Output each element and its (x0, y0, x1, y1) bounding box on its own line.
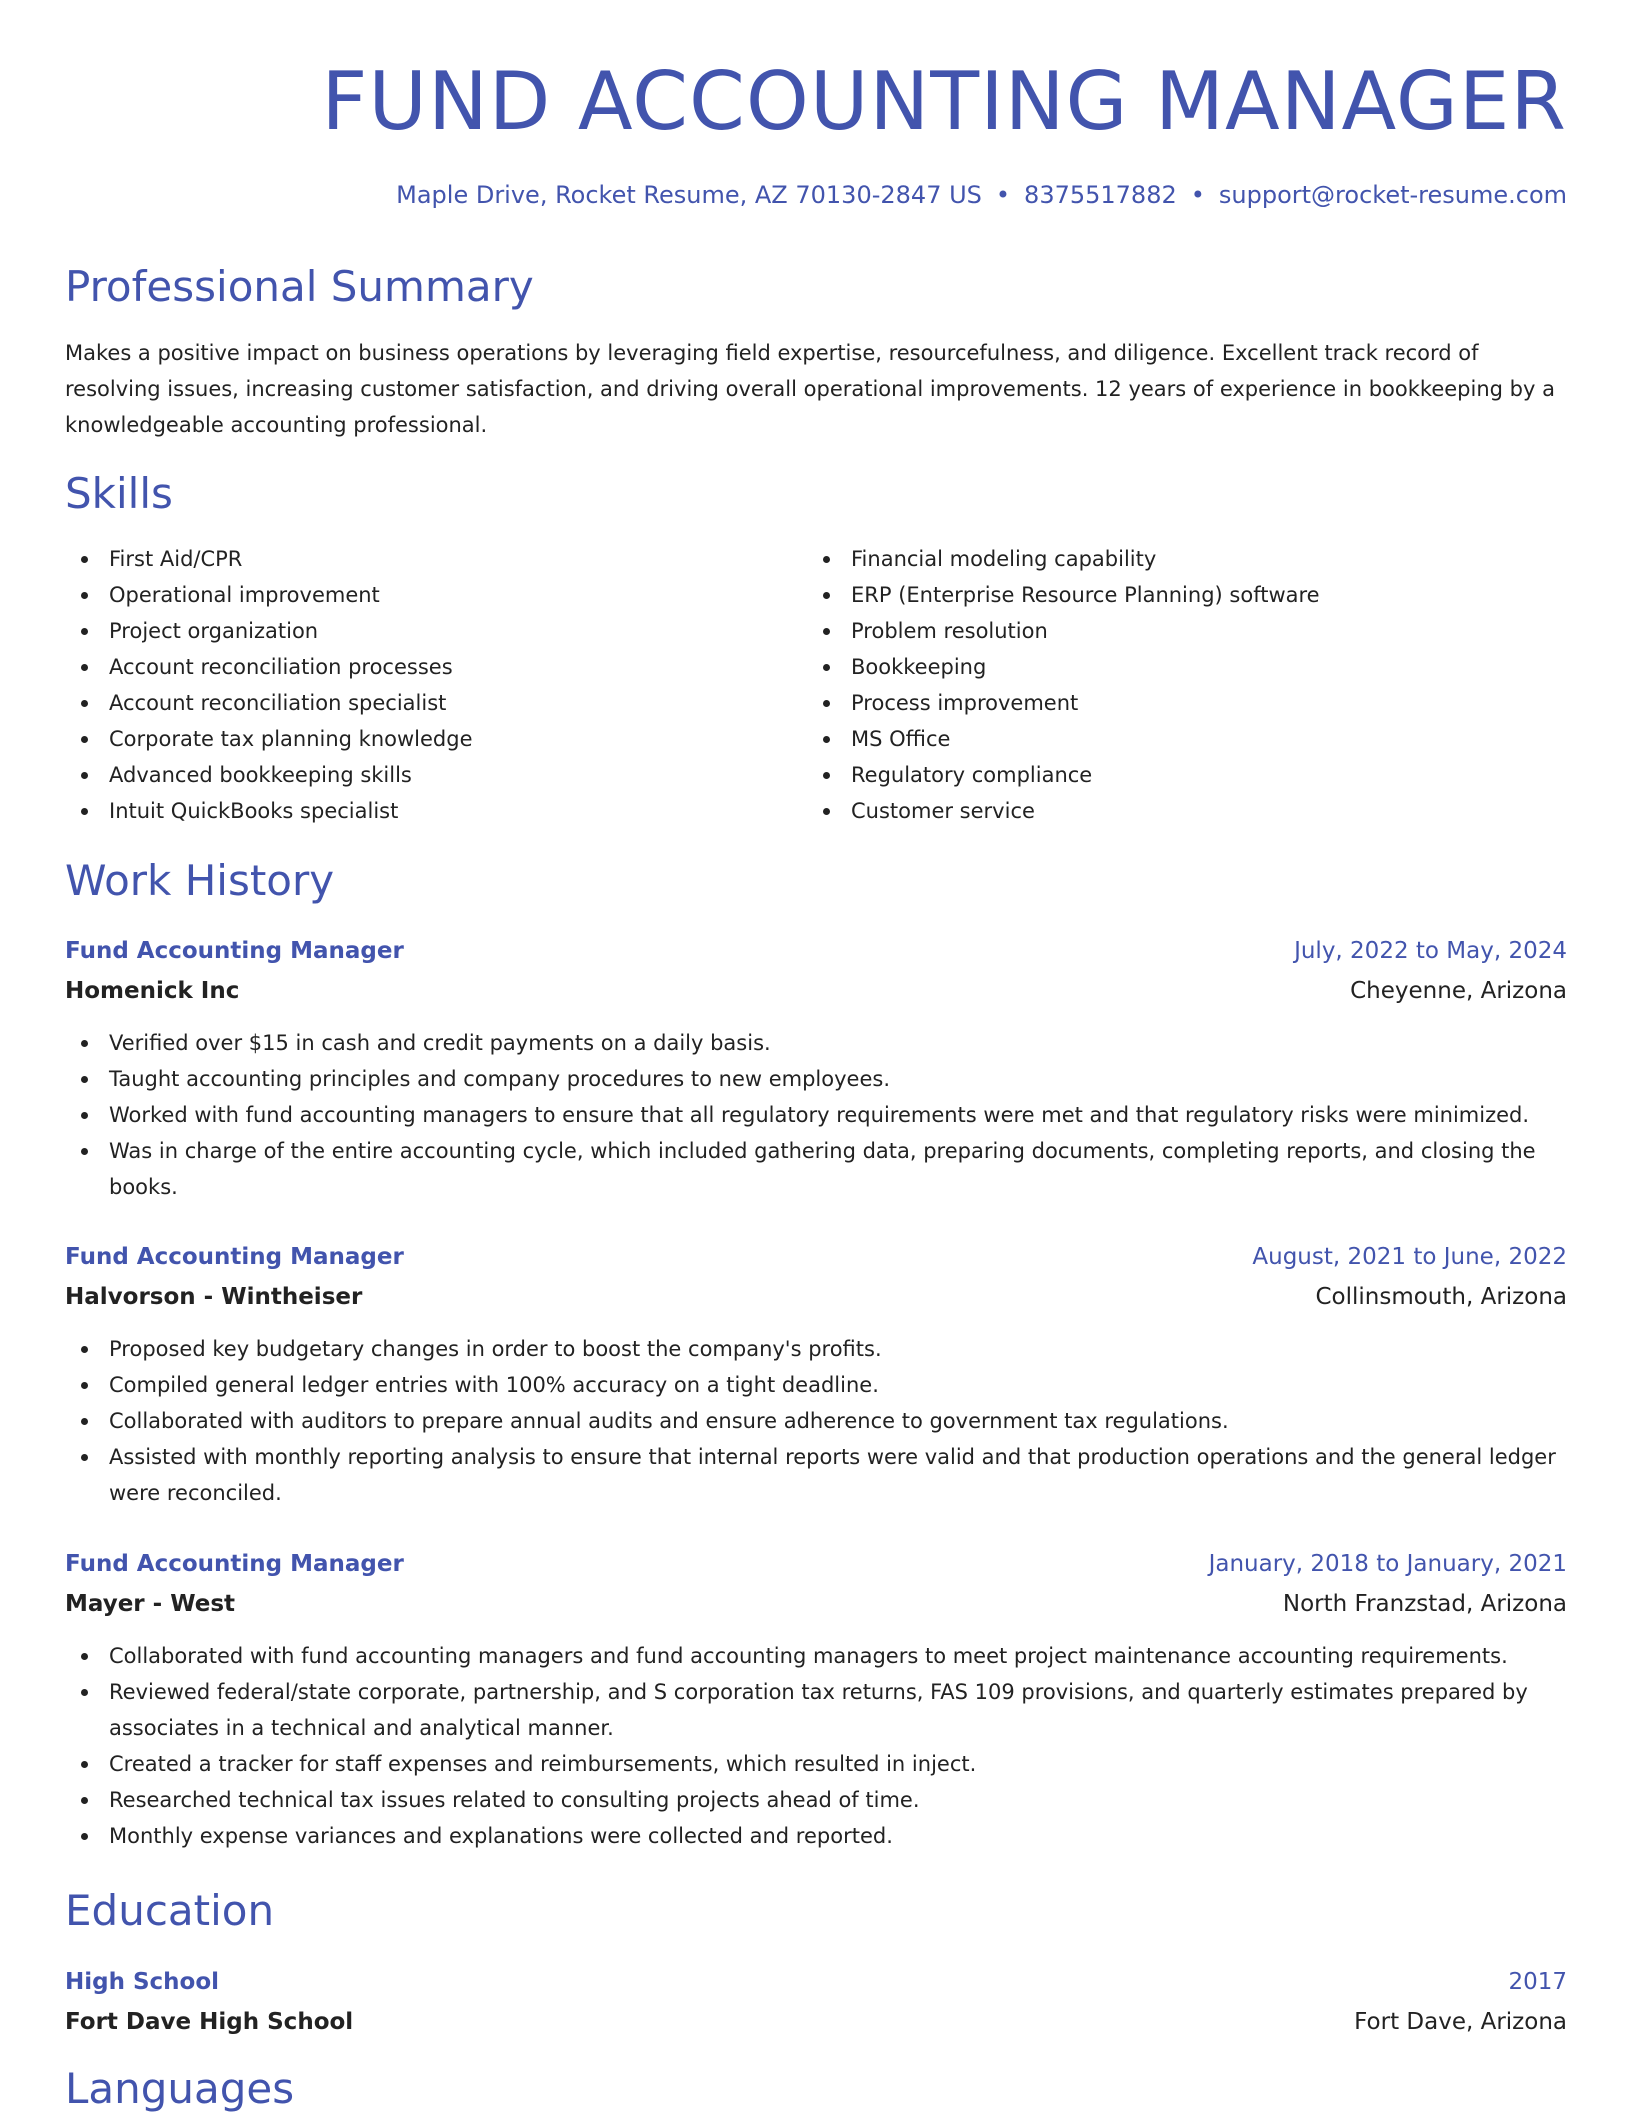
skills-column-left (65, 541, 807, 829)
job-company: Homenick Inc (65, 978, 240, 1004)
job-bullets (65, 1638, 1567, 1854)
job-bullet: Collaborated with auditors to prepare annual audits and ensure adherence to government tax regulations. (65, 1403, 1567, 1439)
skill-item: Account reconciliation specialist (65, 685, 807, 721)
contact-address: Maple Drive, Rocket Resume, AZ 70130-2847 US (396, 181, 982, 209)
skill-item: Advanced bookkeeping skills (65, 757, 807, 793)
education-degree: High School (65, 1969, 220, 1995)
skill-item: MS Office (807, 721, 1549, 757)
skills-list (65, 541, 1567, 829)
contact-separator: • (995, 181, 1011, 209)
education-entry (65, 1962, 1567, 2042)
job-bullet: Created a tracker for staff expenses and reimbursements, which resulted in inject. (65, 1746, 1567, 1782)
job-entry (65, 931, 1567, 1205)
contact-email[interactable]: support@rocket-resume.com (1218, 181, 1567, 209)
job-company: Mayer - West (65, 1591, 236, 1617)
job-bullet: Verified over $15 in cash and credit payments on a daily basis. (65, 1025, 1567, 1061)
summary-heading: Professional Summary (65, 262, 534, 311)
languages-heading: Languages (65, 2064, 295, 2113)
job-bullet: Collaborated with fund accounting managers and fund accounting managers to meet project maintenance accounting requirements. (65, 1638, 1567, 1674)
candidate-name: FUND ACCOUNTING MANAGER (321, 55, 1567, 148)
job-title: Fund Accounting Manager (65, 1551, 404, 1577)
skill-item: First Aid/CPR (65, 541, 807, 577)
job-entry (65, 1237, 1567, 1511)
summary-text: Makes a positive impact on business operations by leveraging field expertise, resourcefulness, and diligence. Excellent track record of resolving issues, increasing customer satisfaction, and driving overall operational improvements. 12 years of experience in bookkeeping by a knowledgeable accounting professional. (65, 341, 1555, 437)
contact-phone: 8375517882 (1024, 181, 1177, 209)
education-year: 2017 (1508, 1969, 1567, 1995)
job-location: North Franzstad, Arizona (1282, 1591, 1567, 1617)
job-bullet: Was in charge of the entire accounting cycle, which included gathering data, preparing documents, completing reports, and closing the books. (65, 1133, 1567, 1205)
education-location: Fort Dave, Arizona (1354, 2009, 1567, 2035)
job-bullet: Researched technical tax issues related to consulting projects ahead of time. (65, 1782, 1567, 1818)
skill-item: Project organization (65, 613, 807, 649)
skill-item: Financial modeling capability (807, 541, 1549, 577)
skill-item: Operational improvement (65, 577, 807, 613)
education-heading: Education (65, 1886, 275, 1935)
skill-item: ERP (Enterprise Resource Planning) software (807, 577, 1549, 613)
job-bullet: Monthly expense variances and explanations were collected and reported. (65, 1818, 1567, 1854)
contact-line (396, 180, 1567, 210)
job-bullet: Assisted with monthly reporting analysis to ensure that internal reports were valid and that production operations and the general ledger were reconciled. (65, 1439, 1567, 1511)
skills-column-right (807, 541, 1549, 829)
skill-item: Account reconciliation processes (65, 649, 807, 685)
job-bullet: Proposed key budgetary changes in order to boost the company's profits. (65, 1331, 1567, 1367)
job-bullet: Reviewed federal/state corporate, partnership, and S corporation tax returns, FAS 109 provisions, and quarterly estimates prepared by associates in a technical and analytical manner. (65, 1674, 1567, 1746)
job-bullet: Taught accounting principles and company procedures to new employees. (65, 1061, 1567, 1097)
job-bullet: Compiled general ledger entries with 100% accuracy on a tight deadline. (65, 1367, 1567, 1403)
skill-item: Process improvement (807, 685, 1549, 721)
skill-item: Problem resolution (807, 613, 1549, 649)
skill-item: Bookkeeping (807, 649, 1549, 685)
job-location: Collinsmouth, Arizona (1315, 1284, 1567, 1310)
job-entry (65, 1544, 1567, 1854)
job-bullet: Worked with fund accounting managers to ensure that all regulatory requirements were met and that regulatory risks were minimized. (65, 1097, 1567, 1133)
skill-item: Corporate tax planning knowledge (65, 721, 807, 757)
job-dates: July, 2022 to May, 2024 (1294, 938, 1567, 964)
job-bullets (65, 1025, 1567, 1205)
skills-heading: Skills (65, 469, 173, 518)
job-title: Fund Accounting Manager (65, 1244, 404, 1270)
skill-item: Regulatory compliance (807, 757, 1549, 793)
contact-separator: • (1190, 181, 1205, 209)
job-company: Halvorson - Wintheiser (65, 1284, 363, 1310)
job-dates: August, 2021 to June, 2022 (1252, 1244, 1567, 1270)
skill-item: Customer service (807, 793, 1549, 829)
job-bullets (65, 1331, 1567, 1511)
job-dates: January, 2018 to January, 2021 (1208, 1551, 1567, 1577)
job-location: Cheyenne, Arizona (1350, 978, 1567, 1004)
work-history-heading: Work History (65, 856, 335, 905)
education-school: Fort Dave High School (65, 2009, 354, 2035)
job-title: Fund Accounting Manager (65, 938, 404, 964)
skill-item: Intuit QuickBooks specialist (65, 793, 807, 829)
